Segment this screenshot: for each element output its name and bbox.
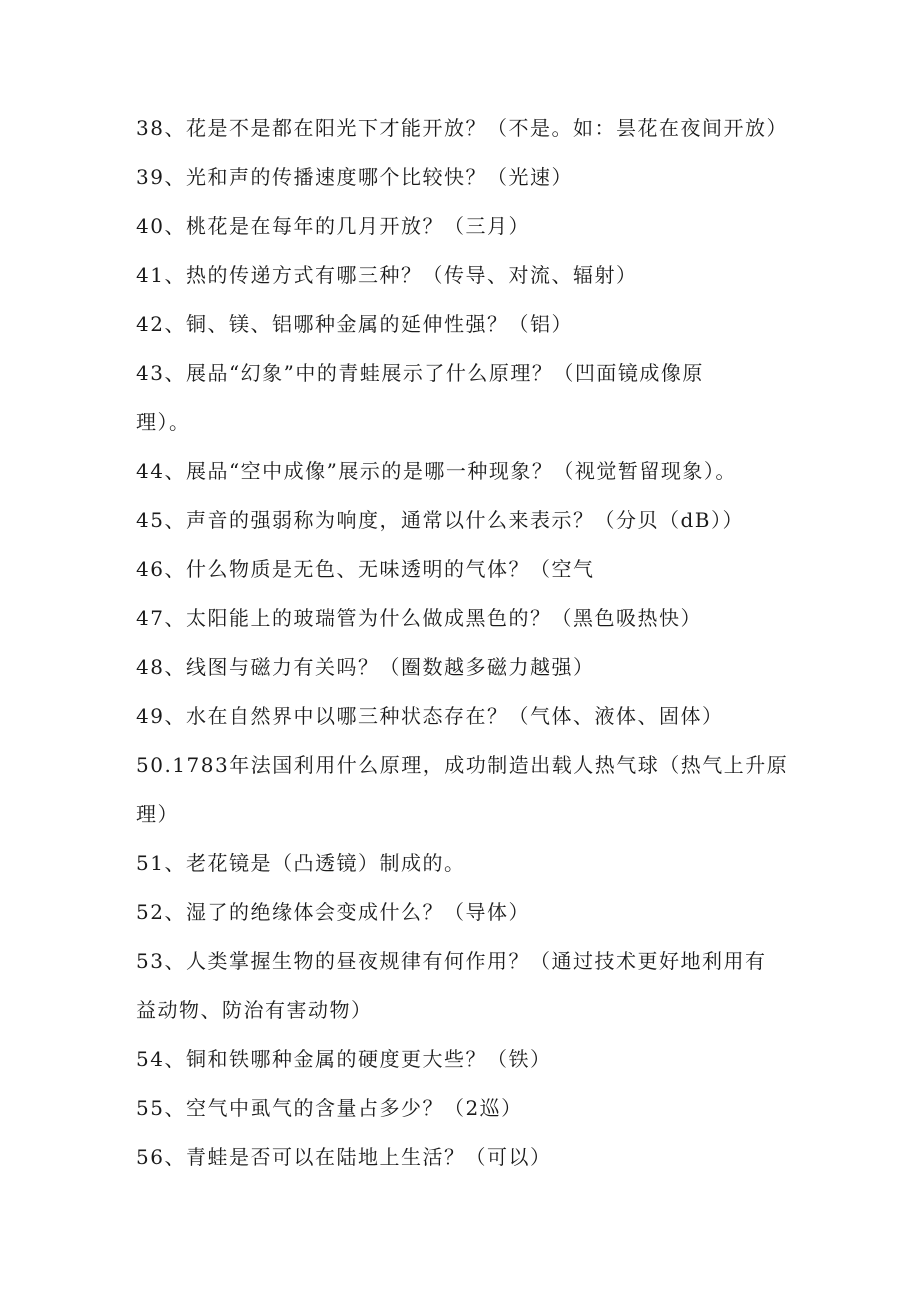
text-line-53-continued: 益动物、防治有害动物）: [136, 998, 373, 1022]
text-line-44: 44、展品“空中成像”展示的是哪一种现象？（视觉暂留现象）。: [136, 459, 737, 483]
text-line-39: 39、光和声的传播速度哪个比较快？（光速）: [136, 165, 573, 189]
text-line-50: 50.1783年法国利用什么原理，成功制造出载人热气球（热气上升原: [136, 753, 789, 777]
text-line-43: 43、展品“幻象”中的青蛙展示了什么原理？（凹面镜成像原: [136, 361, 704, 385]
text-line-42: 42、铜、镁、铝哪种金属的延伸性强？（铝）: [136, 312, 573, 336]
text-line-40: 40、桃花是在每年的几月开放？（三月）: [136, 214, 530, 238]
text-line-45: 45、声音的强弱称为响度，通常以什么来表示？（分贝（dB））: [136, 508, 744, 532]
text-line-46: 46、什么物质是无色、无味透明的气体？（空气: [136, 557, 595, 581]
text-line-48: 48、线图与磁力有关吗？（圈数越多磁力越强）: [136, 655, 595, 679]
text-line-55: 55、空气中虱气的含量占多少？（2巡）: [136, 1096, 523, 1120]
text-line-53: 53、人类掌握生物的昼夜规律有何作用？（通过技术更好地利用有: [136, 949, 767, 973]
text-line-49: 49、水在自然界中以哪三种状态存在？（气体、液体、固体）: [136, 704, 724, 728]
text-line-56: 56、青蛙是否可以在陆地上生活？（可以）: [136, 1145, 552, 1169]
text-line-43-continued: 理）。: [136, 410, 191, 434]
question-list: [136, 104, 789, 1182]
text-line-50-continued: 理）: [136, 802, 179, 826]
text-line-51: 51、老花镜是（凸透镜）制成的。: [136, 851, 466, 875]
text-line-54: 54、铜和铁哪种金属的硬度更大些？（铁）: [136, 1047, 552, 1071]
text-line-41: 41、热的传递方式有哪三种？（传导、对流、辐射）: [136, 263, 638, 287]
text-line-47: 47、太阳能上的玻瑞管为什么做成黑色的？（黑色吸热快）: [136, 606, 702, 630]
text-line-52: 52、湿了的绝缘体会变成什么？（导体）: [136, 900, 530, 924]
text-line-38: 38、花是不是都在阳光下才能开放？（不是。如：昙花在夜间开放）: [136, 116, 788, 140]
